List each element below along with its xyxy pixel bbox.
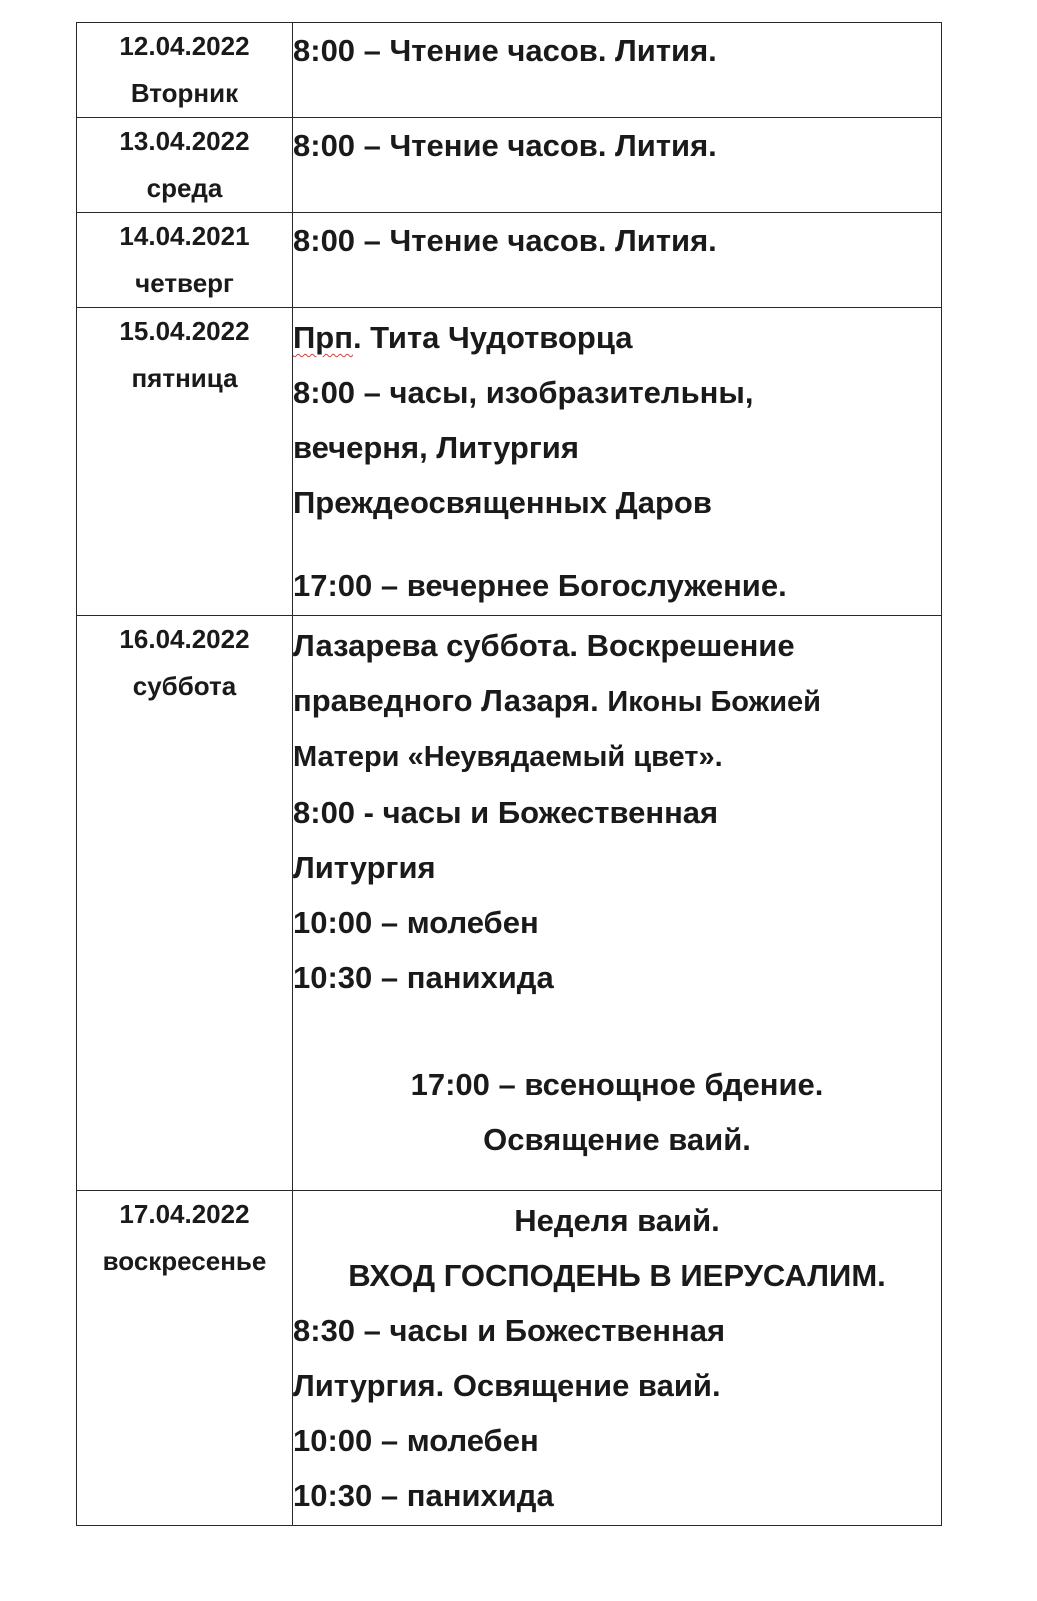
date-text: 13.04.2022 (119, 126, 250, 156)
schedule-row (77, 118, 942, 213)
weekday-text: Вторник (130, 78, 239, 108)
weekday-text: среда (146, 173, 223, 203)
spellcheck-underline: Прп (293, 320, 353, 355)
service-line: 17:00 – вечернее Богослужение. (293, 568, 787, 603)
schedule-row (77, 23, 942, 118)
service-cell (293, 1191, 942, 1526)
date-cell (77, 23, 293, 118)
weekday-text: суббота (132, 671, 237, 701)
date-text: 15.04.2022 (119, 316, 250, 346)
date-cell (77, 213, 293, 308)
service-line: Литургия (293, 850, 436, 885)
service-line: 10:00 – молебен (293, 1423, 539, 1458)
date-text: 16.04.2022 (119, 624, 250, 654)
service-cell (293, 308, 942, 616)
date-text: 12.04.2022 (119, 31, 250, 61)
date-cell (77, 308, 293, 616)
date-text: 14.04.2021 (119, 221, 250, 251)
weekday-text: четверг (135, 268, 234, 298)
service-line: 10:00 – молебен (293, 905, 539, 940)
feast-title: Лазарева суббота. Воскрешение (293, 628, 795, 663)
weekday-text: пятница (131, 363, 238, 393)
service-line: 8:00 – Чтение часов. Лития. (293, 128, 717, 163)
service-line: 8:00 – Чтение часов. Лития. (293, 223, 717, 258)
service-line: 8:00 - часы и Божественная (293, 795, 719, 830)
date-cell (77, 1191, 293, 1526)
schedule-row (77, 616, 942, 1191)
service-line: вечерня, Литургия (293, 430, 579, 465)
date-cell (77, 118, 293, 213)
spacer (293, 530, 941, 558)
service-cell (293, 616, 942, 1191)
service-line: 8:00 – часы, изобразительны, (293, 375, 754, 410)
date-text: 17.04.2022 (119, 1199, 250, 1229)
feast-title-rest: . Тита Чудотворца (352, 320, 633, 355)
weekday-text: воскресенье (102, 1246, 267, 1276)
service-cell (293, 23, 942, 118)
service-line: 8:00 – Чтение часов. Лития. (293, 33, 717, 68)
service-cell (293, 213, 942, 308)
schedule-row (77, 213, 942, 308)
service-line: Преждеосвященных Даров (293, 485, 712, 520)
spacer (293, 1005, 941, 1057)
service-line: 8:30 – часы и Божественная (293, 1313, 726, 1348)
feast-title-part: праведного Лазаря. (293, 683, 599, 718)
feast-icon-title: Иконы Божией (607, 686, 821, 718)
feast-icon-title: Матери «Неувядаемый цвет». (293, 741, 723, 773)
service-line: 10:30 – панихида (293, 960, 554, 995)
feast-title (293, 673, 941, 730)
feast-title (293, 310, 941, 365)
feast-title: Неделя ваий. (514, 1203, 720, 1238)
service-cell (293, 118, 942, 213)
service-line: 17:00 – всенощное бдение. (410, 1067, 824, 1102)
schedule-row (77, 308, 942, 616)
service-line: Освящение ваий. (483, 1122, 751, 1157)
schedule-table (76, 22, 942, 1526)
schedule-row (77, 1191, 942, 1526)
service-line: 10:30 – панихида (293, 1478, 554, 1513)
feast-title: ВХОД ГОСПОДЕНЬ В ИЕРУСАЛИМ. (348, 1258, 886, 1293)
date-cell (77, 616, 293, 1191)
service-line: Литургия. Освящение ваий. (293, 1368, 721, 1403)
